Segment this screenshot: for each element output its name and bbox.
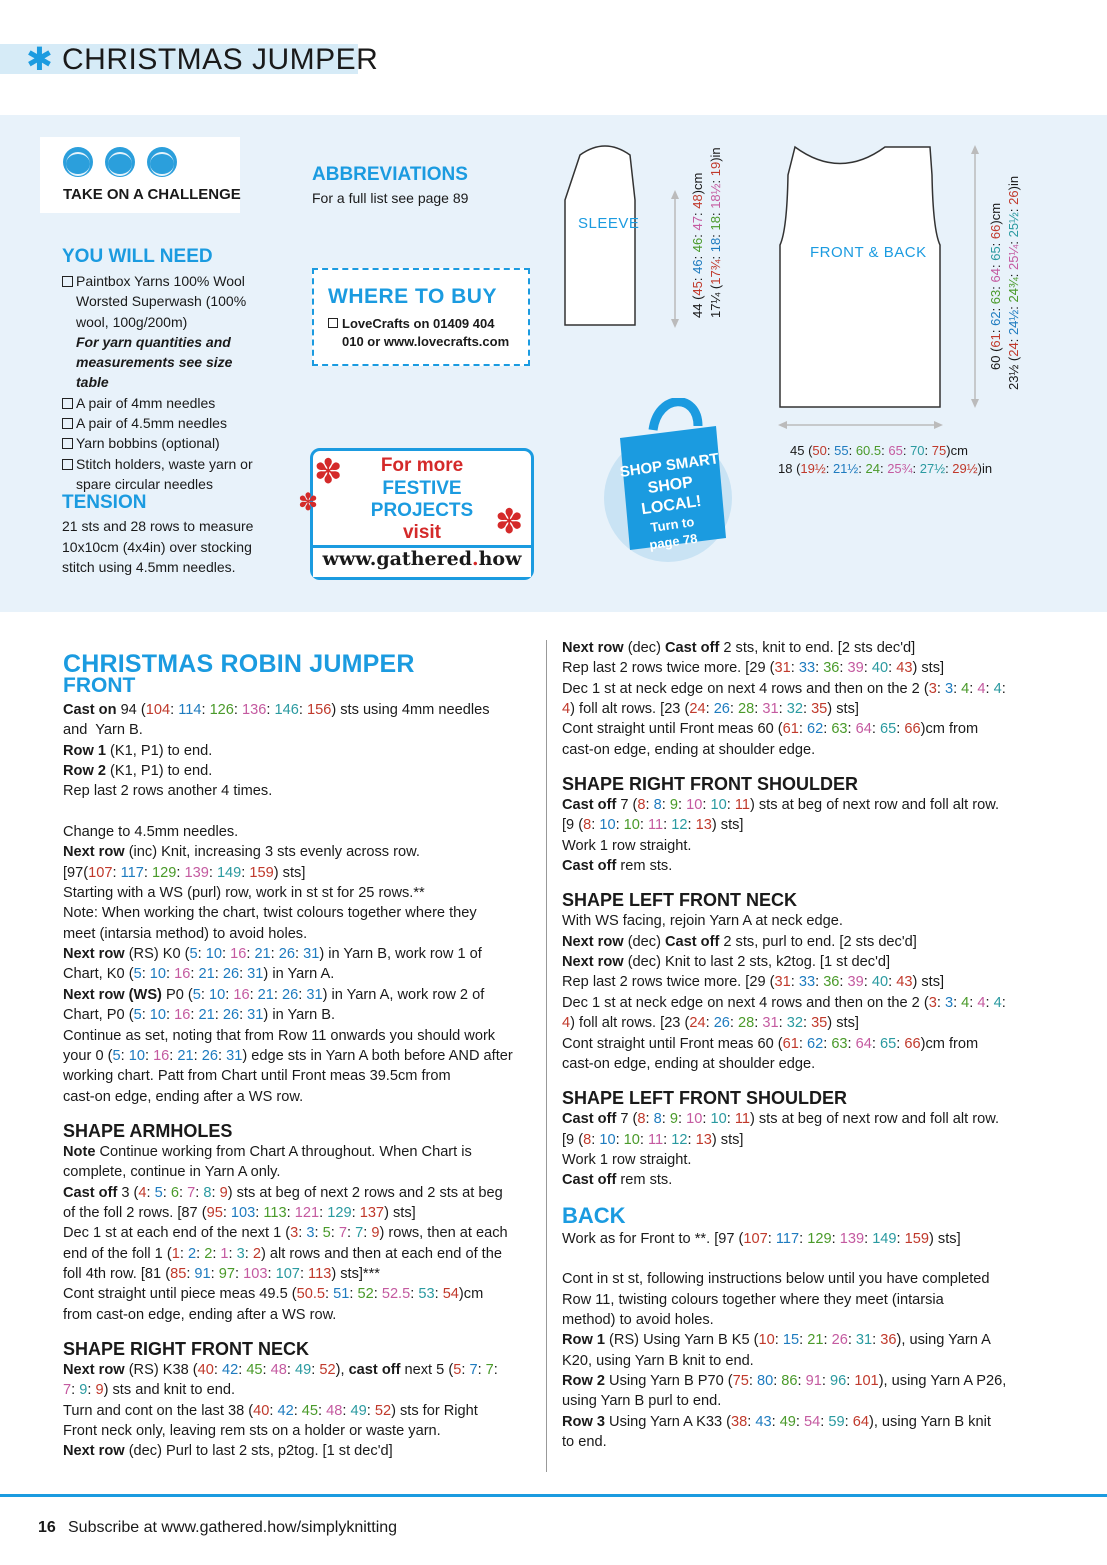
dim-value: 18½ [708, 183, 723, 209]
text-line: 4) foll alt rows. [23 (24: 26: 28: 31: 32: 35) sts] [562, 1015, 859, 1032]
sleeve-length-cm: 44 (45: 46: 46: 47: 48)cm [690, 172, 705, 318]
text-line: from cast-on edge, ending after a WS row. [63, 1306, 337, 1323]
dim-value: 45 [690, 281, 705, 296]
text-line: Row 2 (K1, P1) to end. [63, 763, 213, 780]
tension-text-3: stitch using 4.5mm needles. [62, 559, 236, 575]
text-line: complete, continue in Yarn A only. [63, 1164, 281, 1181]
yarn-ball-icon [147, 147, 177, 177]
dim-value: 18 [708, 237, 723, 253]
text-line: Cast off 3 (4: 5: 6: 7: 8: 9) sts at beg of next 2 rows and 2 sts at beg [63, 1184, 503, 1201]
where-to-buy-text-2: 010 or www.lovecrafts.com [342, 334, 510, 349]
needs-list [62, 271, 267, 494]
tension-text-2: 10x10cm (4x4in) over stocking [62, 539, 252, 555]
festive-url-link[interactable] [313, 548, 531, 570]
text-line: Row 1 (RS) Using Yarn B K5 (10: 15: 21: 26: 31: 36), using Yarn A [562, 1332, 991, 1349]
checkbox-icon [62, 276, 73, 287]
text-line: Cast on 94 (104: 114: 126: 136: 146: 156) sts using 4mm needles [63, 702, 490, 718]
front-back-label: FRONT & BACK [810, 244, 927, 261]
dim-value: 24¾ [1006, 277, 1021, 303]
dim-value: 21½ [832, 461, 859, 476]
text-line: [9 (8: 10: 10: 11: 12: 13) sts] [562, 1131, 744, 1148]
checkbox-icon [62, 438, 73, 449]
front-heading: FRONT [63, 674, 136, 697]
text-line: Next row (inc) Knit, increasing 3 sts evenly across row. [63, 844, 420, 861]
dim-value: 26 [1006, 190, 1021, 205]
dim-value: 75 [931, 443, 947, 458]
section-heading: SHAPE LEFT FRONT SHOULDER [562, 1088, 848, 1109]
text-line: meet (intarsia method) to avoid holes. [63, 925, 308, 942]
text-line: Cont straight until Front meas 60 (61: 62: 63: 64: 65: 66)cm from [562, 1035, 979, 1052]
text-line: cast-on edge, ending after a WS row. [63, 1088, 304, 1105]
text-line: cast-on edge, ending at shoulder edge. [562, 741, 816, 758]
dim-value: 47 [690, 216, 705, 231]
body-width-cm: 45 (50: 55: 60.5: 65: 70: 75)cm [790, 443, 968, 458]
pattern-title: CHRISTMAS ROBIN JUMPER [63, 650, 415, 678]
text-line: Change to 4.5mm needles. [63, 824, 239, 841]
text-line: Chart, K0 (5: 10: 16: 21: 26: 31) in Yarn A. [63, 966, 335, 983]
text-line: Cont in st st, following instructions below until you have completed [562, 1271, 990, 1288]
dim-value: 19½ [800, 461, 826, 476]
text-line: Row 11, twisting colours together where they meet (intarsia [562, 1291, 944, 1308]
section-heading: SHAPE LEFT FRONT NECK [562, 890, 798, 911]
flower-icon: ✽ [495, 502, 524, 542]
text-line: Work as for Front to **. [97 (107: 117: 129: 139: 149: 159) sts] [562, 1230, 961, 1247]
dim-end: )in [1006, 175, 1021, 191]
dim-base: 17¼ ( [708, 284, 723, 318]
list-item-text: spare circular needles [76, 475, 213, 492]
abbreviations-text: For a full list see page 89 [312, 190, 469, 206]
dim-value: 24 [865, 461, 880, 476]
text-line: Row 1 (K1, P1) to end. [63, 742, 213, 759]
text-line: Cont straight until piece meas 49.5 (50.5: 51: 52: 52.5: 53: 54)cm [63, 1286, 484, 1303]
list-item-text: Stitch holders, waste yarn or [76, 455, 253, 472]
yarn-ball-icon [105, 147, 135, 177]
body-width-in: 18 (19½: 21½: 24: 25¾: 27½: 29½)in [778, 461, 993, 476]
text-line: Cast off rem sts. [562, 858, 673, 875]
text-line: your 0 (5: 10: 16: 21: 26: 31) edge sts in Yarn A both before AND after [63, 1047, 513, 1064]
body-height-in: 23½ (24: 24½: 24¾: 25¼: 25½: 26)in [1006, 175, 1021, 390]
text-line: Cast off 7 (8: 8: 9: 10: 10: 11) sts at beg of next row and foll alt row. [562, 797, 999, 814]
dim-value: 62 [988, 311, 1003, 326]
challenge-label: TAKE ON A CHALLENGE [63, 186, 241, 203]
text-line: using Yarn B purl to end. [562, 1393, 722, 1410]
text-line: Row 3 Using Yarn A K33 (38: 43: 49: 54: 59: 64), using Yarn B knit [562, 1413, 991, 1430]
list-item [62, 433, 267, 453]
shop-text-4: Turn to [649, 514, 696, 536]
left-column [63, 700, 538, 1462]
text-line: Next row (WS) P0 (5: 10: 16: 21: 26: 31) in Yarn A, work row 2 of [63, 986, 485, 1003]
dim-value: 65 [888, 443, 903, 458]
list-note: For yarn quantities and [76, 333, 231, 350]
text-line: Work 1 row straight. [562, 1151, 692, 1168]
text-line: Continue as set, noting that from Row 11 onwards you should work [63, 1027, 496, 1044]
text-line: [97(107: 117: 129: 139: 149: 159) sts] [63, 864, 306, 881]
text-line: Row 2 Using Yarn B P70 (75: 80: 86: 91: 96: 101), using Yarn A P26, [562, 1372, 1007, 1389]
text-line: Cont straight until Front meas 60 (61: 62: 63: 64: 65: 66)cm from [562, 721, 979, 738]
dim-end: )cm [988, 202, 1003, 225]
list-item-cont [62, 312, 267, 332]
flower-icon: ✽ [314, 452, 343, 492]
festive-text-3: PROJECTS [370, 500, 474, 521]
shop-text-1: SHOP SMART [618, 450, 720, 481]
you-will-need-heading: YOU WILL NEED [62, 246, 213, 267]
abbreviations-heading: ABBREVIATIONS [312, 164, 468, 185]
url-part: how [478, 548, 522, 570]
page-number: 16 [38, 1519, 56, 1536]
dim-value: 65 [988, 246, 1003, 261]
dim-value: 17¾ [708, 259, 723, 285]
text-line: Next row (dec) Cast off 2 sts, purl to end. [2 sts dec'd] [562, 933, 917, 950]
dim-value: 18 [708, 216, 723, 231]
dim-value: 19 [708, 161, 723, 177]
dim-value: 48 [690, 194, 705, 209]
section-heading: SHAPE ARMHOLES [63, 1120, 233, 1141]
list-item [62, 413, 267, 433]
shop-text-3: LOCAL! [640, 492, 703, 519]
url-dot: . [471, 548, 479, 570]
list-item-text: A pair of 4mm needles [76, 394, 216, 411]
dim-value: 50 [812, 443, 827, 458]
text-line: end of the foll 1 (1: 2: 2: 1: 3: 2) alt rows and then at each end of the [63, 1245, 502, 1262]
dim-value: 25¾ [887, 461, 913, 476]
section-heading: SHAPE RIGHT FRONT NECK [63, 1338, 310, 1359]
text-line: Dec 1 st at neck edge on next 4 rows and then on the 2 (3: 3: 4: 4: 4: [562, 994, 1006, 1011]
text-line: Rep last 2 rows twice more. [29 (31: 33: 36: 39: 40: 43) sts] [562, 660, 945, 677]
list-item-text: A pair of 4.5mm needles [76, 415, 227, 432]
dim-base: 60 ( [988, 347, 1003, 370]
text-line: 7: 9: 9) sts and knit to end. [63, 1382, 236, 1399]
list-item [62, 393, 267, 413]
tension-heading: TENSION [62, 492, 147, 513]
text-line: Rep last 2 rows twice more. [29 (31: 33: 36: 39: 40: 43) sts] [562, 974, 945, 991]
dim-end: )cm [946, 443, 968, 458]
where-to-buy-heading: WHERE TO BUY [328, 285, 497, 308]
footer-rule [0, 1494, 1107, 1497]
list-item-text: wool, 100g/200m) [76, 313, 188, 330]
dim-value: 24½ [1006, 309, 1021, 336]
snowflake-icon: ✱ [26, 40, 53, 78]
flower-icon: ✽ [298, 488, 319, 516]
text-line: Rep last 2 rows another 4 times. [63, 783, 273, 800]
text-line: cast-on edge, ending at shoulder edge. [562, 1055, 816, 1072]
sleeve-length-in: 17¼ (17¾: 18: 18: 18½: 19)in [708, 147, 723, 318]
dim-base: 45 ( [790, 443, 813, 458]
list-item [62, 454, 267, 474]
url-part: www.gathered [322, 548, 472, 570]
text-line: With WS facing, rejoin Yarn A at neck edge. [562, 913, 843, 930]
text-line: Next row (RS) K0 (5: 10: 16: 21: 26: 31) in Yarn B, work row 1 of [63, 946, 482, 963]
dim-base: 18 ( [778, 461, 801, 476]
text-line: Note Continue working from Chart A throughout. When Chart is [63, 1143, 472, 1160]
text-line: Next row (dec) Cast off 2 sts, knit to end. [2 sts dec'd] [562, 640, 916, 656]
text-line: Next row (dec) Knit to last 2 sts, k2tog. [1 st dec'd] [562, 954, 891, 971]
text-line: Turn and cont on the last 38 (40: 42: 45: 48: 49: 52) sts for Right [63, 1402, 478, 1419]
dim-value: 61 [988, 333, 1003, 348]
dim-value: 46 [690, 237, 705, 253]
dim-base: 23½ ( [1006, 356, 1021, 390]
dim-value: 55 [834, 443, 849, 458]
dim-value: 25¼ [1006, 244, 1021, 270]
dim-value: 63 [988, 289, 1003, 305]
text-line: method) to avoid holes. [562, 1311, 714, 1328]
text-line: Next row (dec) Purl to last 2 sts, p2tog. [1 st dec'd] [63, 1443, 393, 1460]
dim-value: 70 [910, 443, 925, 458]
list-item [62, 271, 267, 291]
checkbox-icon [62, 459, 73, 470]
dim-end: )cm [690, 172, 705, 195]
dim-value: 46 [690, 259, 705, 274]
text-line: Front neck only, leaving rem sts on a holder or waste yarn. [63, 1423, 441, 1439]
text-line: Chart, P0 (5: 10: 16: 21: 26: 31) in Yarn B. [63, 1007, 336, 1024]
text-line: Cast off rem sts. [562, 1172, 673, 1189]
checkbox-icon [62, 418, 73, 429]
text-line: Dec 1 st at each end of the next 1 (3: 3: 5: 7: 7: 9) rows, then at each [63, 1225, 508, 1242]
text-line: Dec 1 st at neck edge on next 4 rows and then on the 2 (3: 3: 4: 4: 4: [562, 680, 1006, 697]
text-line: foll 4th row. [81 (85: 91: 97: 103: 107: 113) sts]*** [63, 1265, 380, 1282]
dim-value: 24 [1006, 342, 1021, 357]
body-height-cm: 60 (61: 62: 63: 64: 65: 66)cm [988, 202, 1003, 370]
festive-text-4: visit [402, 522, 442, 543]
list-item-text: Paintbox Yarns 100% Wool [76, 273, 245, 289]
list-item-text: Worsted Superwash (100% [76, 293, 247, 310]
dim-value: 29½ [952, 461, 978, 476]
column-divider [546, 640, 547, 1472]
tension-text-1: 21 sts and 28 rows to measure [62, 518, 254, 534]
dim-end: )in [708, 147, 723, 162]
checkbox-icon [62, 398, 73, 409]
festive-text-2: FESTIVE [382, 478, 462, 499]
dim-value: 60.5 [855, 443, 882, 458]
dim-base: 44 ( [690, 295, 705, 318]
shop-text-2: SHOP [646, 473, 695, 498]
section-heading: BACK [562, 1202, 626, 1228]
text-line: Starting with a WS (purl) row, work in st st for 25 rows.** [63, 885, 425, 902]
text-line: working chart. Patt from Chart until Front meas 39.5cm from [63, 1068, 451, 1085]
yarn-ball-icon [63, 147, 93, 177]
garment-schematic [555, 135, 1015, 435]
list-note: measurements see size table [76, 354, 233, 391]
text-line: Work 1 row straight. [562, 837, 692, 854]
festive-text-1: For more [380, 455, 464, 476]
dim-value: 27½ [919, 461, 946, 476]
text-line: to end. [562, 1434, 607, 1450]
text-line: Note: When working the chart, twist colours together where they [63, 905, 477, 922]
dim-value: 25½ [1006, 212, 1021, 238]
text-line: of the foll 2 rows. [87 (95: 103: 113: 121: 129: 137) sts] [63, 1204, 416, 1221]
where-to-buy-text-1: LoveCrafts on 01409 404 [342, 316, 495, 331]
sleeve-label: SLEEVE [578, 215, 640, 232]
dim-value: 66 [988, 224, 1003, 240]
text-line: K20, using Yarn B knit to end. [562, 1352, 754, 1369]
list-item-text: Yarn bobbins (optional) [76, 435, 220, 452]
dim-end: )in [977, 461, 993, 476]
list-item-cont [62, 291, 267, 311]
shop-text-5: page 78 [648, 530, 699, 553]
footer-subscribe-text: Subscribe at www.gathered.how/simplyknitting [68, 1519, 398, 1536]
section-heading: SHAPE RIGHT FRONT SHOULDER [562, 774, 859, 795]
text-line: Next row (RS) K38 (40: 42: 45: 48: 49: 52), cast off next 5 (5: 7: 7: [63, 1361, 498, 1378]
page-title: CHRISTMAS JUMPER [62, 43, 379, 76]
right-column [562, 638, 1042, 1452]
dim-value: 64 [988, 268, 1003, 283]
text-line: 4) foll alt rows. [23 (24: 26: 28: 31: 32: 35) sts] [562, 701, 859, 718]
text-line: Cast off 7 (8: 8: 9: 10: 10: 11) sts at beg of next row and foll alt row. [562, 1111, 999, 1128]
text-line: and Yarn B. [63, 722, 143, 739]
text-line: [9 (8: 10: 10: 11: 12: 13) sts] [562, 817, 744, 834]
